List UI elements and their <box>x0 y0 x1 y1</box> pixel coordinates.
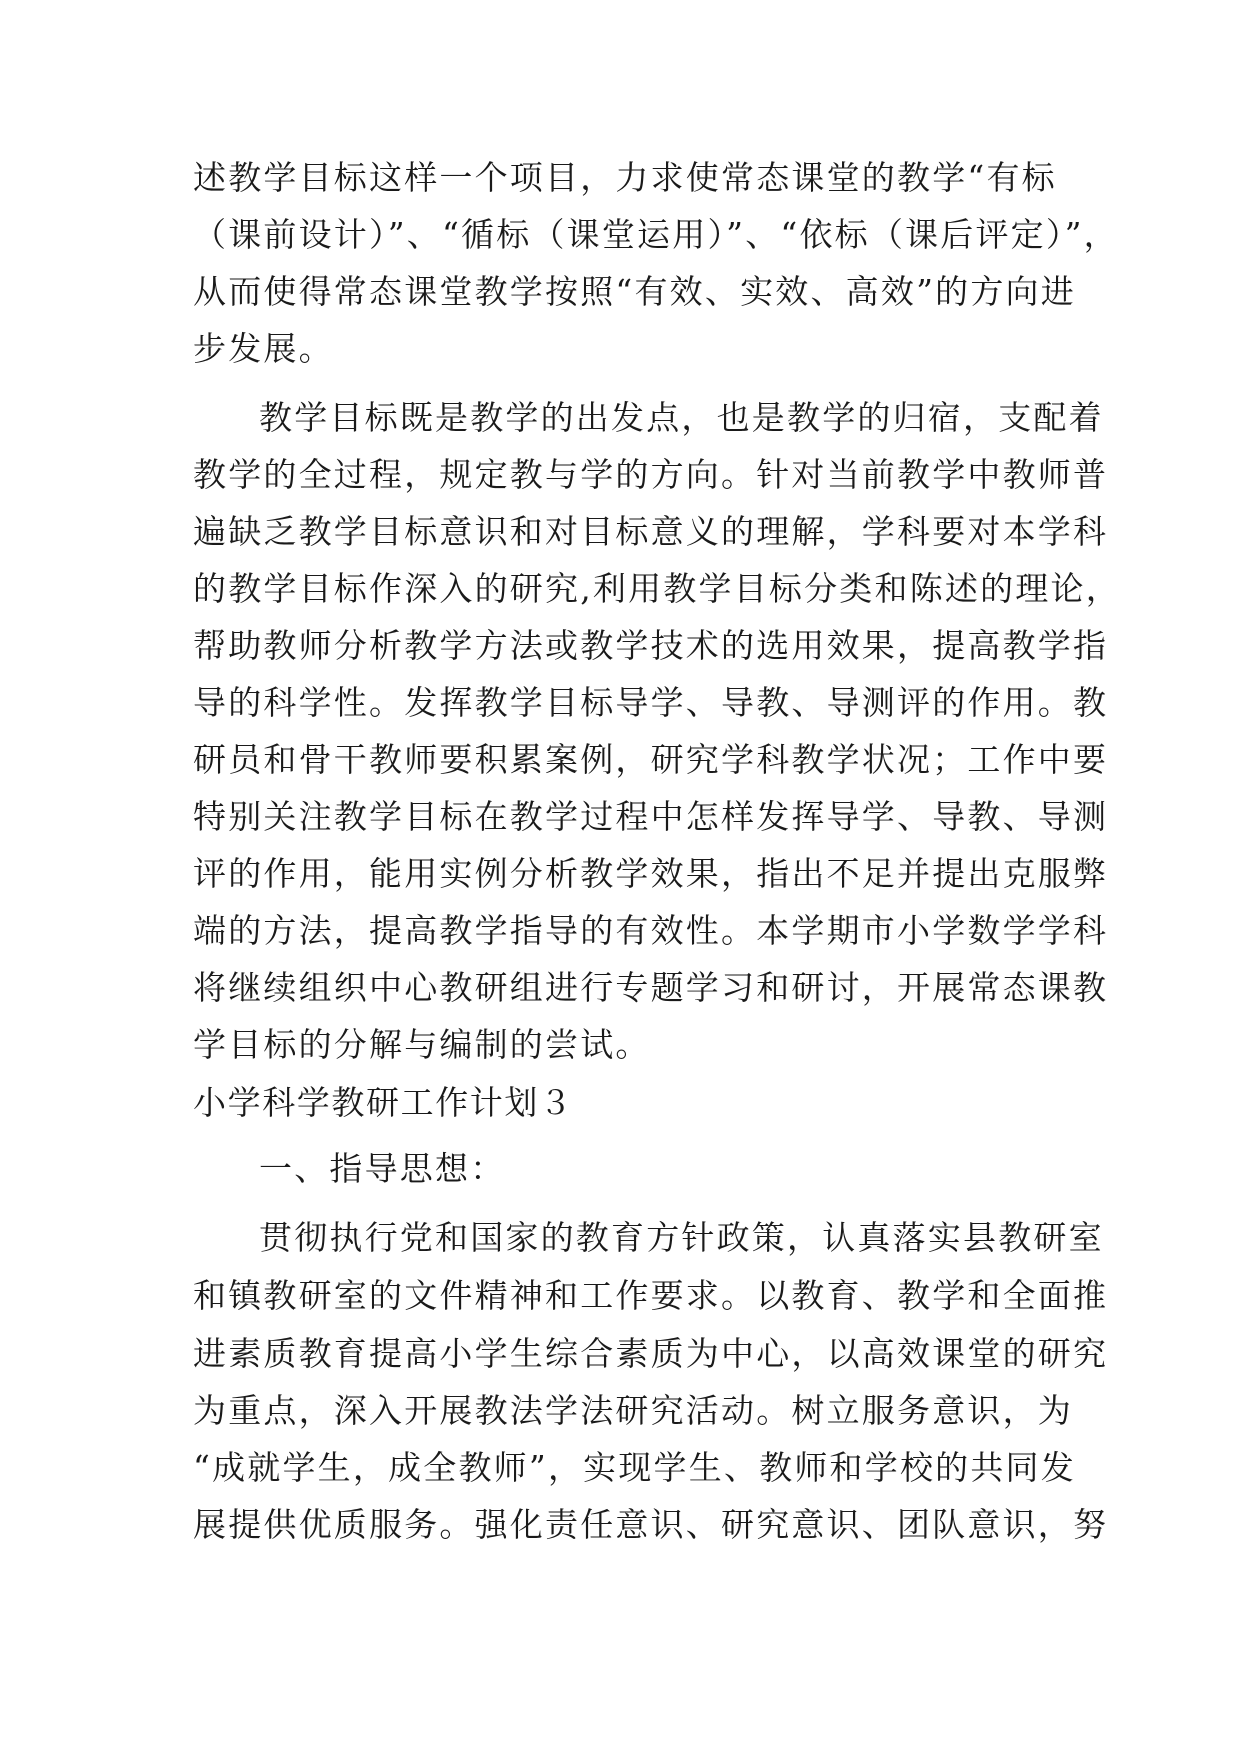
text-line: 遍缺乏教学目标意识和对目标意义的理解，学科要对本学科 <box>193 512 1109 551</box>
text-line: 和镇教研室的文件精神和工作要求。以教育、教学和全面推 <box>193 1276 1109 1315</box>
text-line: 将继续组织中心教研组进行专题学习和研讨，开展常态课教 <box>193 968 1109 1007</box>
text-line: 教学的全过程，规定教与学的方向。针对当前教学中教师普 <box>193 455 1109 494</box>
text-line: 特别关注教学目标在教学过程中怎样发挥导学、导教、导测 <box>193 797 1109 836</box>
text-line: 述教学目标这样一个项目，力求使常态课堂的教学“有标 <box>193 158 1057 197</box>
text-line: 展提供优质服务。强化责任意识、研究意识、团队意识，努 <box>193 1505 1109 1544</box>
text-line: 评的作用，能用实例分析教学效果，指出不足并提出克服弊 <box>193 854 1109 893</box>
subsection-heading: 一、指导思想： <box>259 1149 506 1188</box>
text-line: “成就学生，成全教师”，实现学生、教师和学校的共同发 <box>193 1448 1076 1487</box>
text-line: 步发展。 <box>193 329 334 368</box>
paragraph-first-line: 贯彻执行党和国家的教育方针政策，认真落实县教研室 <box>259 1218 1104 1257</box>
section-title: 小学科学教研工作计划３ <box>193 1083 574 1122</box>
paragraph-first-line: 教学目标既是教学的出发点，也是教学的归宿，支配着 <box>259 398 1104 437</box>
text-line: 进素质教育提高小学生综合素质为中心，以高效课堂的研究 <box>193 1334 1109 1373</box>
text-line: 研员和骨干教师要积累案例，研究学科教学状况；工作中要 <box>193 740 1109 779</box>
text-line: 端的方法，提高教学指导的有效性。本学期市小学数学学科 <box>193 911 1109 950</box>
text-line: 的教学目标作深入的研究,利用教学目标分类和陈述的理论， <box>193 569 1121 608</box>
text-line: 学目标的分解与编制的尝试。 <box>193 1025 651 1064</box>
text-line: 导的科学性。发挥教学目标导学、导教、导测评的作用。教 <box>193 683 1109 722</box>
text-line: 帮助教师分析教学方法或教学技术的选用效果，提高教学指 <box>193 626 1109 665</box>
text-line: （课前设计）”、“循标（课堂运用）”、“依标（课后评定）”， <box>193 215 1119 254</box>
text-line: 从而使得常态课堂教学按照“有效、实效、高效”的方向进 <box>193 272 1076 311</box>
text-line: 为重点，深入开展教法学法研究活动。树立服务意识，为 <box>193 1391 1073 1430</box>
